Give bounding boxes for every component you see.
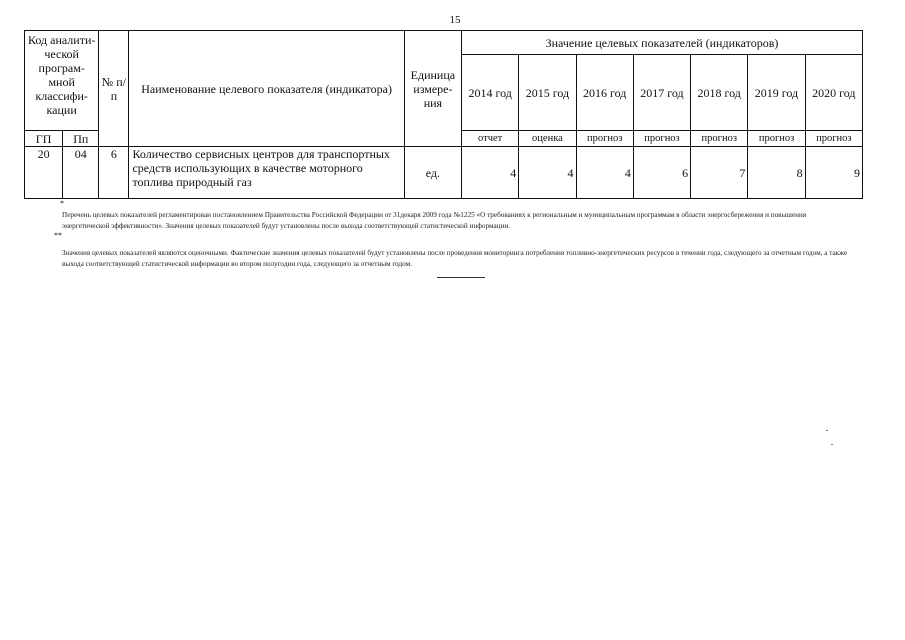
pp-header: Пп bbox=[63, 131, 99, 147]
row-number: 6 bbox=[99, 147, 129, 199]
row-value: 4 bbox=[462, 147, 519, 199]
end-rule bbox=[437, 277, 485, 278]
row-indicator-name: Количество сервисных центров для транспортных средств использующих в качестве моторного топлива природный газ bbox=[129, 147, 404, 199]
status-spacer bbox=[462, 131, 863, 147]
row-value: 4 bbox=[576, 147, 633, 199]
gp-header: ГП bbox=[25, 131, 63, 147]
year-header: 2014 год bbox=[462, 55, 519, 131]
row-value: 8 bbox=[748, 147, 805, 199]
status-label: отчет bbox=[462, 131, 519, 146]
row-value: 7 bbox=[691, 147, 748, 199]
status-label: прогноз bbox=[577, 131, 634, 146]
scan-speck bbox=[826, 430, 828, 431]
row-pp: 04 bbox=[63, 147, 99, 199]
row-value: 4 bbox=[519, 147, 576, 199]
year-header: 2018 год bbox=[691, 55, 748, 131]
scan-speck bbox=[831, 444, 833, 445]
year-header: 2019 год bbox=[748, 55, 805, 131]
row-gp: 20 bbox=[25, 147, 63, 199]
status-label: прогноз bbox=[816, 133, 852, 144]
status-label: прогноз bbox=[748, 131, 805, 146]
values-group-header: Значение целевых показателей (индикаторов) bbox=[462, 31, 863, 55]
footnote-mark: * bbox=[60, 199, 64, 208]
header-row-1 bbox=[25, 31, 863, 55]
status-label: прогноз bbox=[634, 131, 691, 146]
classification-header: Код аналити-ческой програм-мной классифи-кации bbox=[25, 31, 99, 131]
indicators-table bbox=[24, 30, 863, 199]
row-value: 9 bbox=[805, 147, 862, 199]
row-value: 6 bbox=[633, 147, 690, 199]
footnote-text: Значения целевых показателей являются оценочными. Фактические значения целевых показателей будут установлены после проведения мониторинга потребления топливно-энергетических ресурсов в течении года, следующего за отчетным годом, а также выхода соответствующей статистической информации во втором полугодии года, следующего за отчетным годом. bbox=[62, 249, 848, 268]
year-header: 2015 год bbox=[519, 55, 576, 131]
year-header: 2016 год bbox=[576, 55, 633, 131]
year-header: 2017 год bbox=[633, 55, 690, 131]
status-label: прогноз bbox=[691, 131, 748, 146]
status-label: оценка bbox=[519, 131, 576, 146]
footnote-mark: ** bbox=[54, 231, 62, 240]
row-unit: ед. bbox=[404, 147, 461, 199]
table-row bbox=[25, 147, 863, 199]
page-number: 15 bbox=[449, 14, 461, 26]
number-header: № п/п bbox=[99, 31, 129, 147]
unit-header: Единица измере-ния bbox=[404, 31, 461, 147]
indicator-name-header: Наименование целевого показателя (индикатора) bbox=[129, 31, 404, 147]
year-header: 2020 год bbox=[805, 55, 862, 131]
footnote-text: Перечень целевых показателей регламентирован постановлением Правительства Российской Федерации от 31декаря 2009 года №1225 «О требованиях к региональным и муниципальным программам в области энергосбережения и повышения энергетической эффективности». Значения целевых показателей будут установлены после выхода соответствующей статистической информации. bbox=[62, 211, 807, 230]
